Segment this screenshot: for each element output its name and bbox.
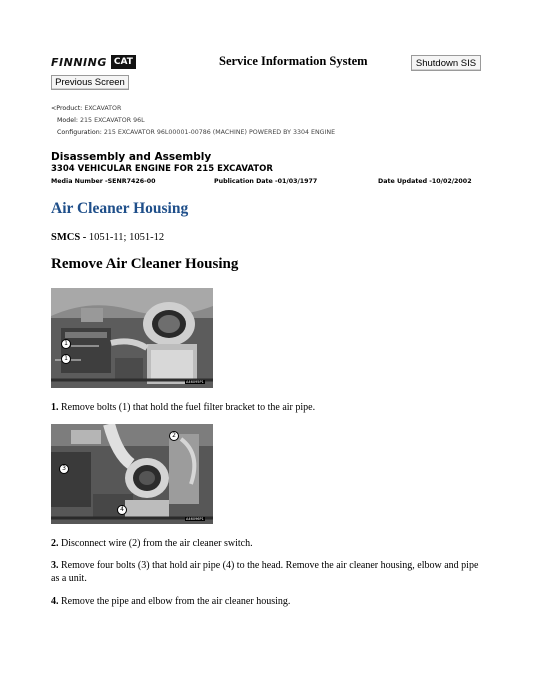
logo-wordmark: FINNING	[51, 55, 107, 69]
step-3-number: 3.	[51, 560, 59, 571]
product-value: EXCAVATOR	[84, 105, 122, 112]
procedure-title: Remove Air Cleaner Housing	[51, 256, 239, 272]
page-title: Air Cleaner Housing	[51, 200, 189, 217]
configuration-line	[57, 129, 335, 136]
step-3	[51, 559, 486, 585]
product-key: <Product:	[51, 105, 83, 112]
previous-screen-button[interactable]: Previous Screen	[51, 75, 129, 90]
figure-2-id: A46096P1	[186, 517, 204, 521]
cat-logo-mark: CAT	[111, 55, 136, 69]
step-1-text: Remove bolts (1) that hold the fuel filter bracket to the air pipe.	[61, 402, 316, 413]
smcs-codes	[51, 232, 164, 243]
product-line	[51, 105, 121, 112]
section-heading: Disassembly and Assembly	[51, 151, 212, 163]
figure-1-id: A46095P1	[186, 380, 204, 384]
step-2-text: Disconnect wire (2) from the air cleaner switch.	[61, 538, 253, 549]
engine-subtitle: 3304 VEHICULAR ENGINE FOR 215 EXCAVATOR	[51, 164, 273, 174]
smcs-value: 1051-11; 1051-12	[88, 232, 165, 243]
smcs-label: SMCS -	[51, 232, 87, 243]
figure-1-engine-photo	[51, 288, 213, 388]
callout-1a: 1	[61, 339, 71, 349]
figure-2-engine-photo	[51, 424, 213, 524]
step-4	[51, 595, 486, 608]
step-4-number: 4.	[51, 596, 59, 607]
configuration-value: 215 EXCAVATOR 96L00001-00786 (MACHINE) POWERED BY 3304 ENGINE	[103, 129, 336, 136]
engine-photo-2-illustration	[51, 424, 213, 524]
model-key: Model:	[57, 117, 79, 124]
callout-2: 2	[169, 431, 179, 441]
shutdown-sis-button[interactable]: Shutdown SIS	[411, 55, 481, 71]
publication-date: Publication Date -01/03/1977	[214, 178, 318, 185]
model-line	[57, 117, 145, 124]
step-1	[51, 401, 486, 414]
step-4-text: Remove the pipe and elbow from the air cleaner housing.	[61, 596, 291, 607]
step-2-number: 2.	[51, 538, 59, 549]
callout-3: 3	[59, 464, 69, 474]
configuration-key: Configuration:	[57, 129, 102, 136]
system-title: Service Information System	[219, 54, 368, 68]
model-value: 215 EXCAVATOR 96L	[80, 117, 145, 124]
step-3-text: Remove four bolts (3) that hold air pipe (4) to the head. Remove the air cleaner housing, elbow and pipe as a unit.	[51, 560, 479, 584]
finning-cat-logo	[51, 52, 135, 72]
media-number: Media Number -SENR7426-00	[51, 178, 156, 185]
callout-4: 4	[117, 505, 127, 515]
step-1-number: 1.	[51, 402, 59, 413]
callout-1b: 1	[61, 354, 71, 364]
date-updated: Date Updated -10/02/2002	[378, 178, 472, 185]
engine-photo-1-illustration	[51, 288, 213, 388]
step-2	[51, 537, 486, 550]
